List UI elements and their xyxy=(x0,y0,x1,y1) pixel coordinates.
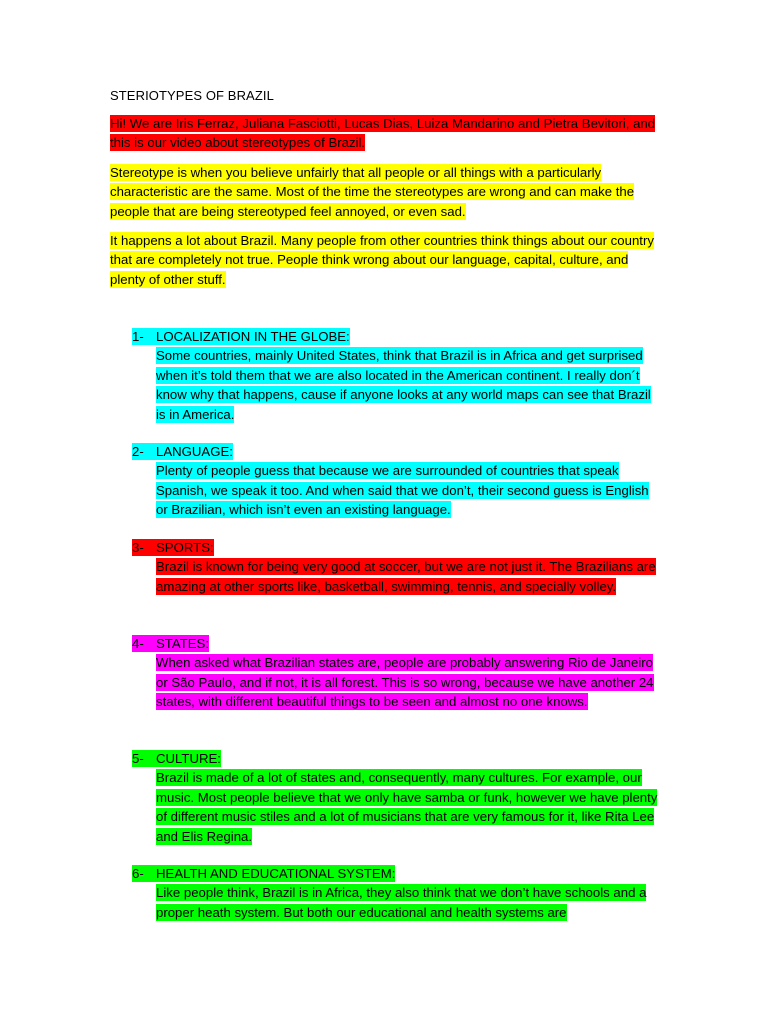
list-item-heading xyxy=(132,442,662,461)
list-item-number: 6- xyxy=(132,866,144,881)
list-item-body xyxy=(156,883,662,922)
list-item-text: Some countries, mainly United States, think that Brazil is in Africa and get surprised when it’s told them that we are also located in the American continent. I really don´t know why that happens, cause if anyone looks at any world maps can see that Brazil is in America. xyxy=(156,348,651,422)
list-item-text: Brazil is made of a lot of states and, consequently, many cultures. For example, our music. Most people believe that we only have samba or funk, however we have plenty of different music stiles and a lot of musicians that are very famous for it, like Rita Lee and Elis Regina. xyxy=(156,770,658,844)
list-item-title: STATES: xyxy=(156,636,209,651)
document-title: STERIOTYPES OF BRAZIL xyxy=(110,88,274,103)
list-item-body xyxy=(156,346,662,424)
list-item-heading xyxy=(132,634,662,653)
list-item-sports xyxy=(132,538,662,596)
list-item-text: When asked what Brazilian states are, people are probably answering Rio de Janeiro or São Paulo, and if not, it is all forest. This is so wrong, because we have another 24 states, with different beautiful things to be seen and almost no one knows. xyxy=(156,655,654,710)
list-item-body xyxy=(156,557,662,596)
list-item-number: 5- xyxy=(132,751,144,766)
definition-text: Stereotype is when you believe unfairly that all people or all things with a particularly characteristic are the same. Most of the time the stereotypes are wrong and can make the people that are being stereotyped feel annoyed, or even sad. xyxy=(110,165,635,219)
list-item-title: HEALTH AND EDUCATIONAL SYSTEM: xyxy=(156,866,396,881)
list-item-number: 2- xyxy=(132,444,144,459)
list-item-number: 1- xyxy=(132,329,144,344)
list-item-text: Brazil is known for being very good at soccer, but we are not just it. The Brazilians are amazing at other sports like, basketball, swimming, tennis, and specially volley. xyxy=(156,559,656,594)
context-paragraph xyxy=(110,231,658,289)
list-item-language xyxy=(132,442,662,520)
list-item-body xyxy=(156,461,662,519)
list-item-title: CULTURE: xyxy=(156,751,221,766)
context-text: It happens a lot about Brazil. Many people from other countries think things about our country that are completely not true. People think wrong about our language, capital, culture, and plenty of other stuff. xyxy=(110,233,654,287)
list-item-title: SPORTS: xyxy=(156,540,214,555)
list-item-heading xyxy=(132,327,662,346)
list-item-health-education xyxy=(132,864,662,922)
list-item-number: 3- xyxy=(132,540,144,555)
intro-text: Hi! We are Iris Ferraz, Juliana Fasciotti, Lucas Dias, Luiza Mandarino and Pietra Bevitori, and this is our video about stereotypes of Brazil. xyxy=(110,116,656,151)
intro-paragraph xyxy=(110,114,658,153)
list-item-text: Like people think, Brazil is in Africa, they also think that we don’t have schools and a proper heath system. But both our educational and health systems are xyxy=(156,885,647,920)
list-item-heading xyxy=(132,864,662,883)
list-item-culture xyxy=(132,749,662,846)
list-item-title: LANGUAGE: xyxy=(156,444,233,459)
list-item-text: Plenty of people guess that because we are surrounded of countries that speak Spanish, we speak it too. And when said that we don’t, their second guess is English or Brazilian, which isn’t even an existing language. xyxy=(156,463,649,518)
list-item-heading xyxy=(132,749,662,768)
definition-paragraph xyxy=(110,163,658,221)
list-item-heading xyxy=(132,538,662,557)
list-item-body xyxy=(156,768,662,846)
list-item-localization xyxy=(132,327,662,424)
list-item-body xyxy=(156,653,662,711)
list-item-title: LOCALIZATION IN THE GLOBE: xyxy=(156,329,350,344)
list-item-states xyxy=(132,634,662,712)
list-item-number: 4- xyxy=(132,636,144,651)
